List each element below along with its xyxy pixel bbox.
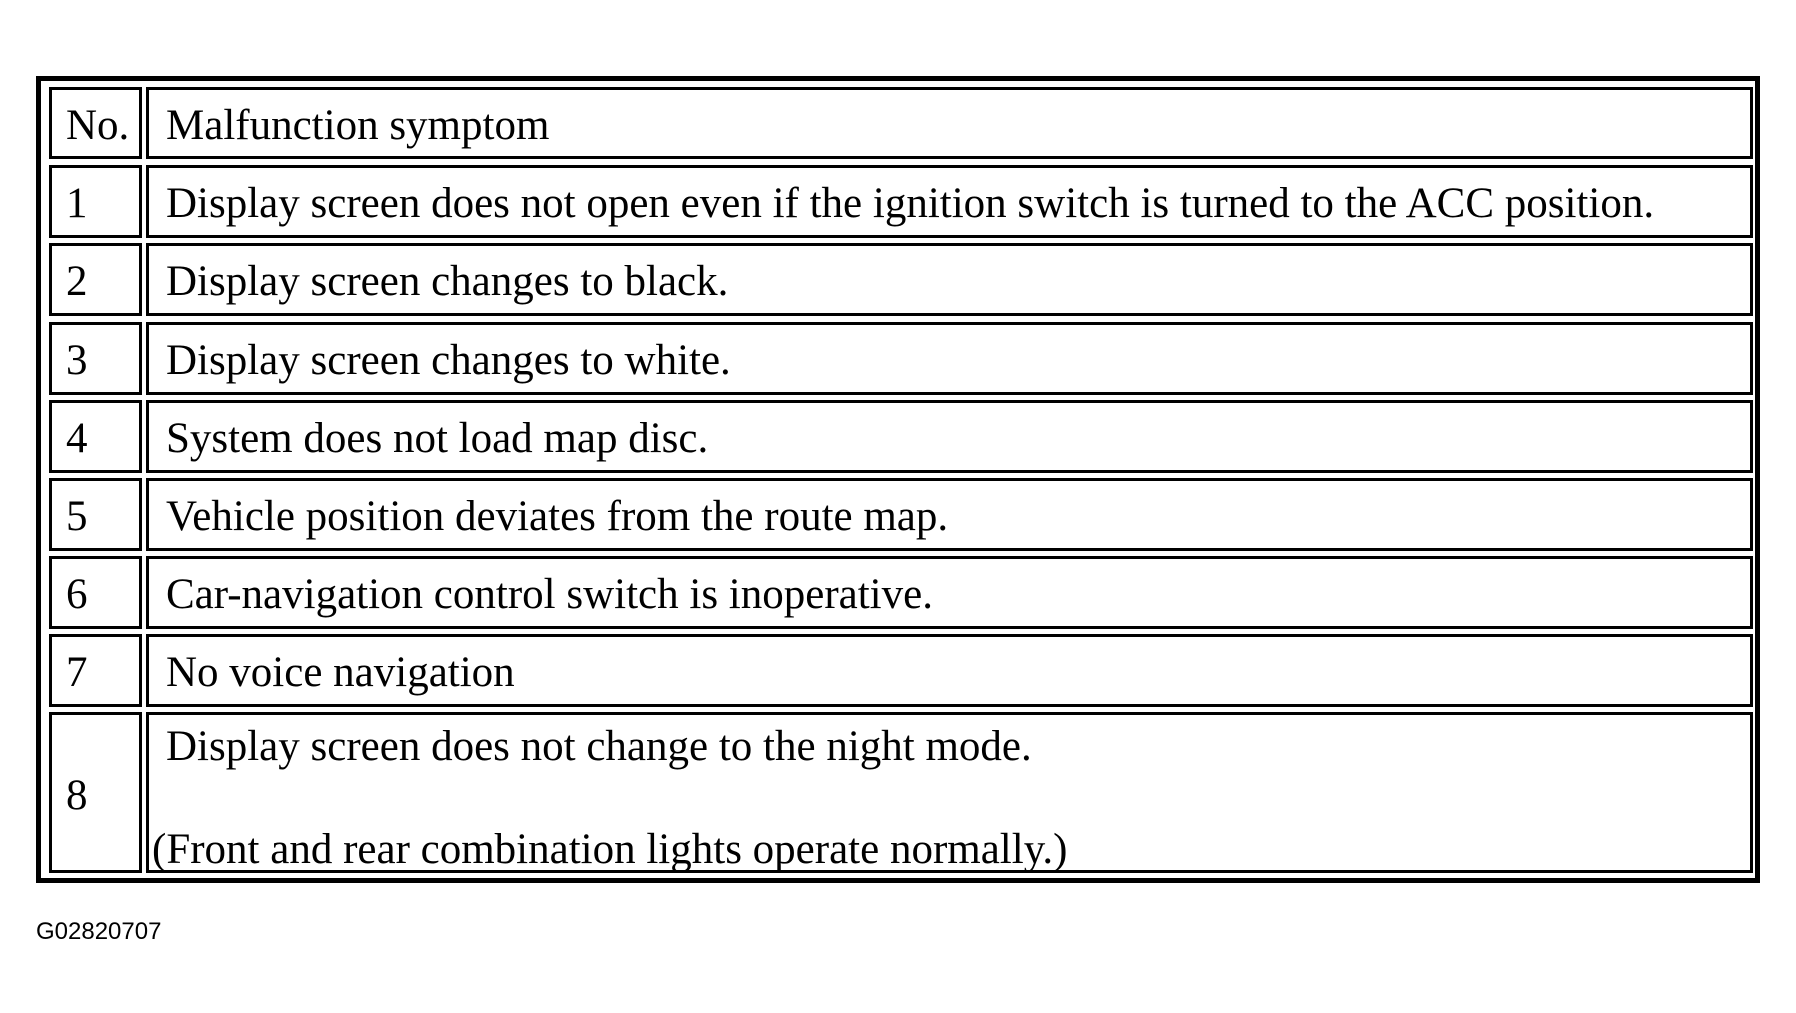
figure-code: G02820707 [36, 918, 162, 945]
table-row-number: 2 [49, 243, 142, 316]
table-row-symptom: Display screen changes to black. [146, 243, 1753, 316]
table-row-number: 7 [49, 634, 142, 707]
table-row-symptom: Vehicle position deviates from the route map. [146, 478, 1753, 551]
table-row-symptom: No voice navigation [146, 634, 1753, 707]
header-number-cell [49, 87, 142, 159]
table-row-note: (Front and rear combination lights operate normally.) [152, 826, 1068, 873]
table-row-symptom: Display screen does not change to the night mode. (Front and rear combination lights operate normally.) [146, 712, 1753, 873]
table-row-number: 8 [49, 712, 142, 873]
table-row-symptom: System does not load map disc. [146, 400, 1753, 473]
table-row-number: 4 [49, 400, 142, 473]
header-symptom: Malfunction symptom [166, 102, 550, 149]
table-row-number: 5 [49, 478, 142, 551]
table-row-symptom: Display screen does not open even if the ignition switch is turned to the ACC position. [146, 165, 1753, 238]
table-row-symptom: Car-navigation control switch is inoperative. [146, 556, 1753, 629]
header-symptom-cell [146, 87, 1753, 159]
table-row-number: 3 [49, 322, 142, 395]
header-number: No. [66, 102, 130, 149]
table-row-symptom: Display screen changes to white. [146, 322, 1753, 395]
table-row-number: 1 [49, 165, 142, 238]
table-row-number: 6 [49, 556, 142, 629]
